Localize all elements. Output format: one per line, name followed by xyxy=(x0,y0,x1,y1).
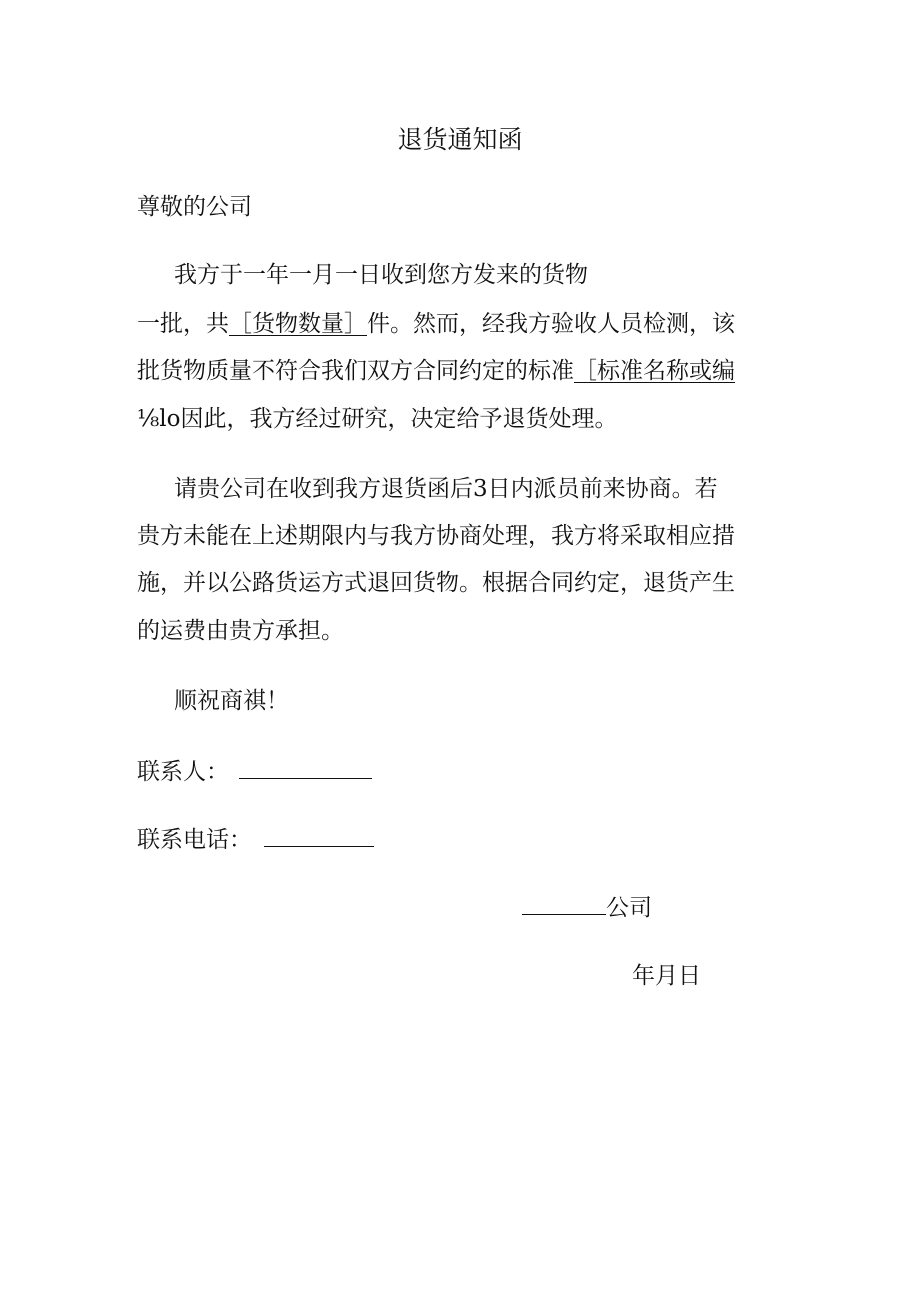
contact-person-blank xyxy=(239,756,372,779)
contact-person-label: 联系人： xyxy=(137,759,229,785)
p1-line3 xyxy=(137,356,735,386)
p1-line2-text-a: 一批，共 xyxy=(137,311,229,337)
quantity-placeholder: ［货物数量］ xyxy=(229,311,367,337)
p2-line1: 请贵公司在收到我方退货函后3日内派员前来协商。若 xyxy=(174,476,718,502)
closing: 顺祝商祺！ xyxy=(174,688,289,714)
document-title: 退货通知函 xyxy=(397,125,523,154)
contact-phone xyxy=(137,824,374,855)
contact-phone-label: 联系电话： xyxy=(137,827,252,853)
standard-placeholder: ［标准名称或编 xyxy=(574,358,735,384)
signature xyxy=(522,892,652,923)
p1-line3-text-a: 批货物质量不符合我们双方合同约定的标准 xyxy=(137,358,574,384)
company-name-blank xyxy=(522,892,606,915)
salutation: 尊敬的公司 xyxy=(137,194,252,220)
p2-line4: 的运费由贵方承担。 xyxy=(137,618,344,644)
p1-line2-text-b: 件。然而，经我方验收人员检测，该 xyxy=(367,311,735,337)
p1-line1: 我方于一年一月一日收到您方发来的货物 xyxy=(174,262,588,288)
signature-company: 公司 xyxy=(606,895,652,921)
p2-line2: 贵方未能在上述期限内与我方协商处理，我方将采取相应措 xyxy=(137,523,735,549)
contact-person xyxy=(137,756,372,787)
p1-line2 xyxy=(137,309,735,339)
signature-date: 年月日 xyxy=(632,963,701,989)
contact-phone-blank xyxy=(264,824,374,847)
p1-line4: ⅛lo因此，我方经过研究，决定给予退货处理。 xyxy=(137,406,618,432)
p2-line3: 施，并以公路货运方式退回货物。根据合同约定，退货产生 xyxy=(137,570,735,596)
